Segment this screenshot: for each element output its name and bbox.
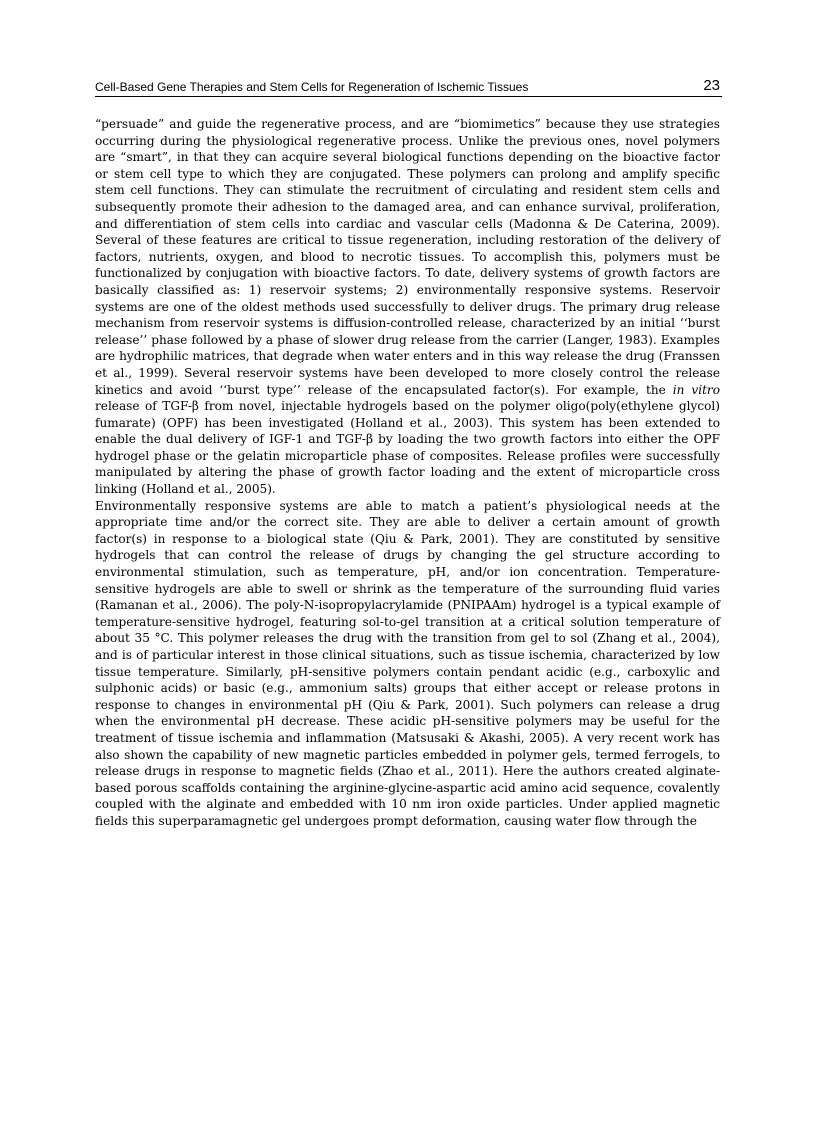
paragraph-1-part-a: “persuade” and guide the regenerative process, and are “biomimetics” because they use strategies occurring during the physiological regenerative process. Unlike the previous ones, novel polymers are “smart”, in that they can acquire several biological functions depending on the bioactive factor or stem cell type to which they are conjugated. These polymers can prolong and amplify specific stem cell functions. They can stimulate the recruitment of circulating and resident stem cells and subsequently promote their adhesion to the damaged area, and can enhance survival, proliferation, and differentiation of stem cells into cardiac and vascular cells (Madonna & De Caterina, 2009). Several of these features are critical to tissue regeneration, including restoration of the delivery of factors, nutrients, oxygen, and blood to necrotic tissues. To accomplish this, polymers must be functionalized by conjugation with bioactive factors. To date, delivery systems of growth factors are basically classified as: 1) reservoir systems; 2) environmentally responsive systems. Reservoir systems are one of the oldest methods used successfully to deliver drugs. The primary drug release mechanism from reservoir systems is diffusion-controlled release, characterized by an initial ‘‘burst release’’ phase followed by a phase of slower drug release from the carrier (Langer, 1983). Examples are hydrophilic matrices, that degrade when water enters and in this way release the drug (Franssen et al., 1999). Several reservoir systems have been developed to more closely control the release kinetics and avoid ‘‘burst type’’ release of the encapsulated factor(s). For example, the xyxy=(95,117,720,397)
paragraph-1 xyxy=(95,116,720,498)
page-number: 23 xyxy=(703,77,720,94)
running-header xyxy=(95,78,722,97)
running-header-title: Cell-Based Gene Therapies and Stem Cells for Regeneration of Ischemic Tissues xyxy=(95,80,529,94)
paragraph-1-italic: in vitro xyxy=(672,382,720,397)
body-text xyxy=(95,116,720,830)
paragraph-2: Environmentally responsive systems are able to match a patient’s physiological needs at the appropriate time and/or the correct site. They are able to deliver a certain amount of growth factor(s) in response to a biological state (Qiu & Park, 2001). They are constituted by sensitive hydrogels that can control the release of drugs by changing the gel structure according to environmental stimulation, such as temperature, pH, and/or ion concentration. Temperature-sensitive hydrogels are able to swell or shrink as the temperature of the surrounding fluid varies (Ramanan et al., 2006). The poly-N-isopropylacrylamide (PNIPAAm) hydrogel is a typical example of temperature-sensitive hydrogel, featuring sol-to-gel transition at a critical solution temperature of about 35 °C. This polymer releases the drug with the transition from gel to sol (Zhang et al., 2004), and is of particular interest in those clinical situations, such as tissue ischemia, characterized by low tissue temperature. Similarly, pH-sensitive polymers contain pendant acidic (e.g., carboxylic and sulphonic acids) or basic (e.g., ammonium salts) groups that either accept or release protons in response to changes in environmental pH (Qiu & Park, 2001). Such polymers can release a drug when the environmental pH decrease. These acidic pH-sensitive polymers may be useful for the treatment of tissue ischemia and inflammation (Matsusaki & Akashi, 2005). A very recent work has also shown the capability of new magnetic particles embedded in polymer gels, termed ferrogels, to release drugs in response to magnetic fields (Zhao et al., 2011). Here the authors created alginate-based porous scaffolds containing the arginine-glycine-aspartic acid amino acid sequence, covalently coupled with the alginate and embedded with 10 nm iron oxide particles. Under applied magnetic fields this superparamagnetic gel undergoes prompt deformation, causing water flow through the xyxy=(95,498,720,828)
paragraph-1-part-b: release of TGF-β from novel, injectable hydrogels based on the polymer oligo(poly(ethylene glycol) fumarate) (OPF) has been investigated (Holland et al., 2003). This system has been extended to enable the dual delivery of IGF-1 and TGF-β by loading the two growth factors into either the OPF hydrogel phase or the gelatin microparticle phase of composites. Release profiles were successfully manipulated by altering the phase of growth factor loading and the extent of microparticle cross linking (Holland et al., 2005). xyxy=(95,399,720,497)
